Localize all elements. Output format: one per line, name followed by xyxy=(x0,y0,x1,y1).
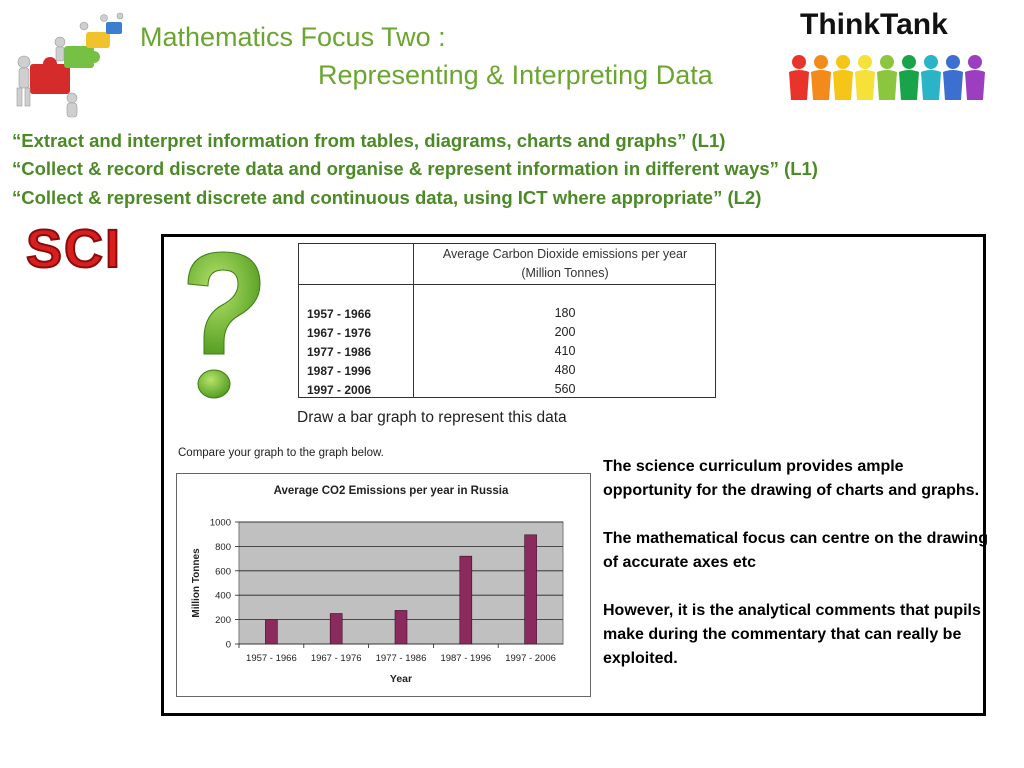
bar xyxy=(265,620,277,644)
table-row-value: 410 xyxy=(554,344,576,358)
page-title-line-1: Mathematics Focus Two : xyxy=(140,22,446,52)
bar xyxy=(330,614,342,645)
y-tick-label: 400 xyxy=(215,590,231,602)
table-row-period: 1957 - 1966 xyxy=(307,307,372,321)
task-instruction: Draw a bar graph to represent this data xyxy=(297,409,567,426)
chart-canvas xyxy=(177,474,590,696)
table-row-value: 200 xyxy=(554,325,576,339)
commentary-paragraph-1: The science curriculum provides ample opportunity for the drawing of charts and graphs. xyxy=(603,458,980,499)
y-tick-label: 0 xyxy=(225,639,231,651)
x-tick-label: 1977 - 1986 xyxy=(375,653,427,664)
y-tick-label: 800 xyxy=(215,541,231,553)
x-tick-label: 1957 - 1966 xyxy=(246,653,297,664)
page-title-line-2: Representing & Interpreting Data xyxy=(318,60,713,90)
table-row-period: 1967 - 1976 xyxy=(307,326,372,340)
objective-2: “Collect & record discrete data and organise & represent information in different ways” (L1) xyxy=(12,158,818,179)
y-tick-label: 200 xyxy=(215,615,231,627)
co2-bar-chart xyxy=(176,473,591,697)
table-header-line-1: Average Carbon Dioxide emissions per year xyxy=(442,247,688,261)
bar xyxy=(525,535,537,644)
commentary-paragraph-2: The mathematical focus can centre on the drawing of accurate axes etc xyxy=(603,530,988,571)
x-tick-label: 1987 - 1996 xyxy=(440,653,492,664)
commentary xyxy=(603,455,988,695)
table-row-value: 560 xyxy=(554,382,576,396)
table-row-period: 1997 - 2006 xyxy=(307,383,372,397)
y-tick-label: 1000 xyxy=(209,517,231,529)
x-axis-label: Year xyxy=(389,673,413,685)
puzzle-people-icon xyxy=(8,12,133,120)
table-row-period: 1987 - 1996 xyxy=(307,364,372,378)
table-row-value: 180 xyxy=(554,306,576,320)
y-tick-label: 600 xyxy=(215,566,231,578)
people-chain-icon xyxy=(785,52,990,107)
objective-1: “Extract and interpret information from tables, diagrams, charts and graphs” (L1) xyxy=(12,130,726,151)
compare-instruction: Compare your graph to the graph below. xyxy=(178,447,384,459)
question-mark-icon xyxy=(178,246,268,406)
x-tick-label: 1967 - 1976 xyxy=(310,653,362,664)
emissions-table xyxy=(298,243,716,398)
objective-3: “Collect & represent discrete and continuous data, using ICT where appropriate” (L2) xyxy=(12,187,762,208)
brand-name: ThinkTank xyxy=(800,8,948,41)
bar xyxy=(460,556,472,644)
commentary-paragraph-3: However, it is the analytical comments that pupils make during the commentary that can really be exploited. xyxy=(603,602,981,667)
table-row-value: 480 xyxy=(554,363,576,377)
chart-title: Average CO2 Emissions per year in Russia xyxy=(273,485,509,497)
table-row-period: 1977 - 1986 xyxy=(307,345,372,359)
x-tick-label: 1997 - 2006 xyxy=(505,653,556,664)
bar xyxy=(395,610,407,644)
y-axis-label: Million Tonnes xyxy=(191,548,202,618)
table-header-line-2: (Million Tonnes) xyxy=(521,266,609,280)
subject-label: SCI xyxy=(26,219,123,279)
